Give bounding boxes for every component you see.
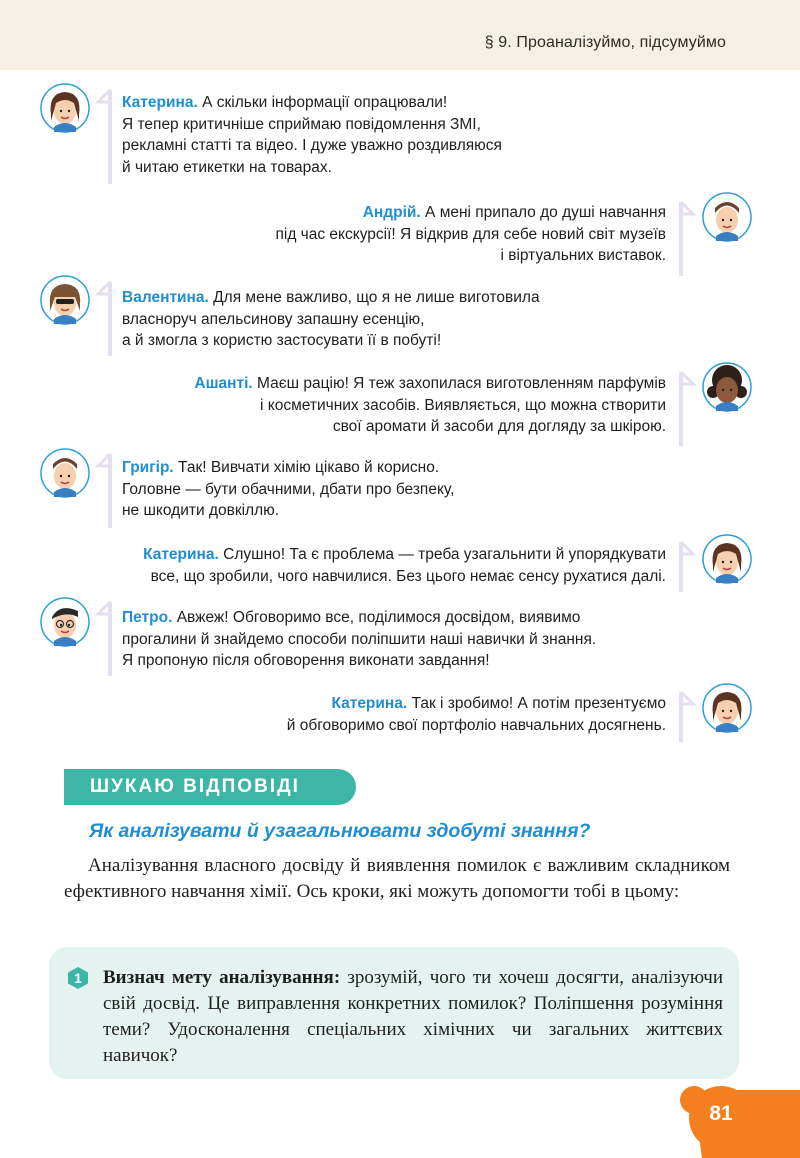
page-header-title: § 9. Проаналізуймо, підсумуймо [484, 34, 726, 51]
speaker-name: Петро. [122, 609, 173, 626]
dialog-line [275, 224, 666, 246]
step-text [103, 965, 723, 1069]
dialog-line [122, 135, 502, 157]
speaker-name: Катерина. [331, 695, 408, 712]
dialog-line [122, 607, 596, 629]
dialog-line-text: Слушно! Та є проблема — треба узагальнити й упорядкувати [223, 546, 666, 563]
dialog-line [122, 479, 454, 501]
dialog-line [122, 629, 596, 651]
dialog-line-text: а й змогла з користю застосувати її в побуті! [122, 332, 442, 349]
dialog-line [275, 202, 666, 224]
step-number-badge [66, 966, 90, 990]
dialog-message [143, 544, 666, 587]
bracket-3 [676, 370, 696, 450]
girl-sunglasses-avatar-icon [40, 275, 90, 325]
dialog-line-text: А скільки інформації опрацювали! [202, 94, 448, 111]
speaker-name: Валентина. [122, 289, 209, 306]
dialog-line-text: і косметичних засобів. Виявляється, що можна створити [260, 396, 666, 414]
dialog-line [122, 157, 502, 179]
dialog-line-text: прогалини й знайдемо способи поліпшити наші навички й знання. [122, 630, 597, 648]
dialog-message [122, 287, 540, 352]
section-tag-label: ШУКАЮ ВІДПОВІДІ [90, 776, 300, 797]
dialog-line-text: і віртуальних виставок. [500, 247, 666, 264]
dialog-line [287, 715, 666, 737]
dialog-line [122, 92, 502, 114]
bracket-7 [676, 690, 696, 746]
dialog-line [143, 544, 666, 566]
girl-avatar-icon [702, 534, 752, 584]
speaker-name: Катерина. [143, 546, 219, 563]
dialog-line-text: Я пропоную після обговорення виконати завдання! [122, 652, 490, 669]
dialog-line [122, 309, 540, 331]
bracket-5 [676, 540, 696, 596]
dialog-line [122, 287, 540, 309]
section-tag [64, 769, 356, 805]
step-number: 1 [74, 970, 82, 986]
dialog-line-text: Я тепер критичніше сприймаю повідомлення ЗМІ, [122, 115, 481, 133]
boy-glasses-avatar-icon [40, 597, 90, 647]
dialog-line [194, 395, 666, 417]
dialog-line-text: Маєш рацію! Я теж захопилася виготовленням парфумів [257, 375, 666, 392]
dialog-line-text: Так і зробимо! А потім презентуємо [411, 695, 666, 712]
bracket-0 [95, 88, 115, 188]
bracket-4 [95, 452, 115, 532]
dialog-line-text: власноруч апельсинову запашну есенцію, [122, 310, 425, 328]
section-question: Як аналізувати й узагальнювати здобуті знання? [89, 820, 591, 842]
dialog-line-text: все, що зробили, чого навчилися. Без цього немає сенсу рухатися далі. [150, 567, 666, 585]
dialog-line [122, 330, 540, 352]
speaker-name: Ашанті. [194, 375, 253, 392]
dialog-line-text: Головне — бути обачними, дбати про безпеку, [122, 480, 455, 498]
dialog-line [275, 245, 666, 267]
dialog-line-text: під час екскурсії! Я відкрив для себе новий світ музеїв [275, 225, 666, 243]
intro-paragraph: Аналізування власного досвіду й виявлення помилок є важливим складником ефективного навчання хімії. Ось кроки, які можуть допомогти тобі в цьому: [64, 855, 730, 902]
dialog-line-text: рекламні статті та відео. І дуже уважно роздивляюся [122, 137, 502, 154]
dialog-line-text: й обговоримо свої портфоліо навчальних досягнень. [286, 716, 666, 734]
dialog-message [122, 457, 454, 522]
bracket-6 [95, 600, 115, 680]
dialog-line [194, 416, 666, 438]
boy-avatar-icon [702, 192, 752, 242]
dialog-line [122, 114, 502, 136]
step-body: зрозумій, чого ти хочеш досягти, аналізуючи свій досвід. Це виправлення конкретних помилок? Поліпшення розуміння теми? Удосконалення спеціальних хімічних чи загальних життєвих навичок? [103, 967, 724, 1066]
girl-avatar-icon [40, 83, 90, 133]
dialog-message [287, 693, 666, 736]
dialog-message [122, 607, 596, 672]
dialog-line-text: Так! Вивчати хімію цікаво й корисно. [178, 459, 440, 476]
dialog-message [122, 92, 502, 178]
girl-avatar-icon [702, 683, 752, 733]
dialog-line-text: свої аромати й засоби для догляду за шкірою. [332, 418, 666, 435]
dialog-line [122, 650, 596, 672]
dialog-line-text: А мені припало до душі навчання [425, 204, 666, 221]
dialog-line [122, 500, 454, 522]
boy-avatar-icon [40, 448, 90, 498]
dialog-message [275, 202, 666, 267]
page-number: 81 [709, 1102, 733, 1125]
dialog-line-text: Авжеж! Обговоримо все, поділимося досвідом, виявимо [176, 609, 581, 626]
step-title: Визнач мету аналізування: [103, 967, 341, 988]
speaker-name: Андрій. [362, 204, 421, 221]
dialog-line [194, 373, 666, 395]
dialog-message [194, 373, 666, 438]
girl-curly-avatar-icon [702, 362, 752, 412]
dialog-line-text: не шкодити довкіллю. [122, 502, 280, 519]
dialog-line [287, 693, 666, 715]
speaker-name: Катерина. [122, 94, 198, 111]
dialog-line [122, 457, 454, 479]
dialog-line-text: Для мене важливо, що я не лише виготовила [213, 289, 540, 306]
speaker-name: Григір. [122, 459, 174, 476]
bracket-2 [95, 280, 115, 360]
bracket-1 [676, 200, 696, 280]
dialog-line [143, 566, 666, 588]
dialog-line-text: й читаю етикетки на товарах. [122, 158, 332, 176]
